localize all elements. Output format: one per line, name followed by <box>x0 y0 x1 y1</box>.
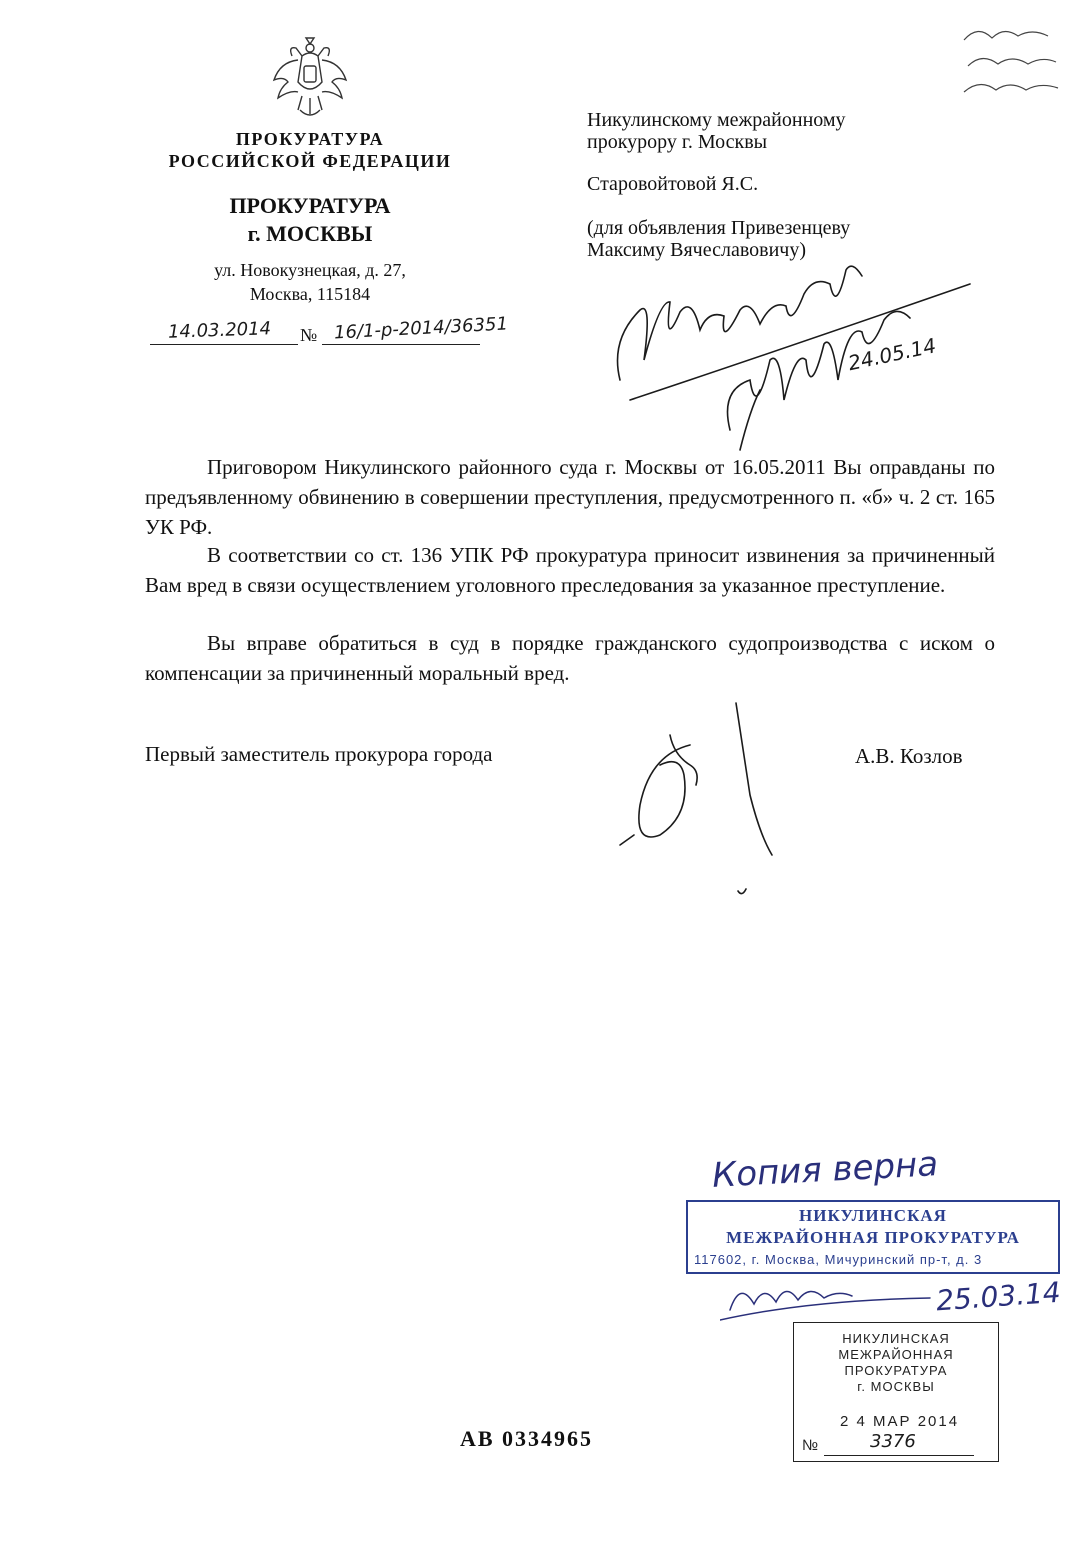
corner-handwriting <box>958 20 1068 100</box>
prosecutor-office-stamp <box>686 1200 1060 1274</box>
addressee-line-1: Никулинскому межрайонному <box>587 109 846 131</box>
addressee-line-5: Максиму Вячеславовичу) <box>587 239 806 261</box>
stamp2-number-label: № <box>802 1437 819 1454</box>
stamp1-line-1: НИКУЛИНСКАЯ <box>799 1206 947 1225</box>
registration-stamp <box>793 1322 999 1462</box>
stamp2-date: 2 4 МАР 2014 <box>840 1413 960 1430</box>
stamp2-number-underline <box>824 1455 974 1456</box>
copy-certified-note: Копия верна <box>711 1144 940 1196</box>
certification-date: 25.03.14 <box>935 1275 1062 1318</box>
addressee-line-3: Старовойтовой Я.С. <box>587 173 759 195</box>
reference-date-underline <box>150 344 298 345</box>
resolution-date: 24.05.14 <box>845 333 939 376</box>
sub-org-line-2: г. МОСКВЫ <box>247 221 373 246</box>
reference-number-label: № <box>300 325 318 345</box>
org-address <box>140 258 480 306</box>
stamp2-number: 3376 <box>870 1431 916 1452</box>
address-line-1: ул. Новокузнецкая, д. 27, <box>214 260 406 280</box>
reference-number-underline <box>322 344 480 345</box>
stamp1-line-3: 117602, г. Москва, Мичуринский пр-т, д. 3 <box>694 1252 983 1267</box>
body-paragraph-2: В соответствии со ст. 136 УПК РФ прокуратура приносит извинения за причиненный Вам вред в связи осуществлением уголовного преследования за указанное преступление. <box>145 543 995 597</box>
sub-org-line-1: ПРОКУРАТУРА <box>229 193 391 218</box>
stamp1-line-2: МЕЖРАЙОННАЯ ПРОКУРАТУРА <box>726 1228 1020 1247</box>
document-serial-number: АВ 0334965 <box>460 1426 594 1451</box>
addressee-line-2: прокурору г. Москвы <box>587 131 768 153</box>
stamp2-line-1: НИКУЛИНСКАЯ <box>842 1331 950 1346</box>
signatory-title: Первый заместитель прокурора города <box>145 742 493 766</box>
stamp2-line-4: г. МОСКВЫ <box>857 1379 935 1394</box>
org-line-1: ПРОКУРАТУРА <box>235 129 385 149</box>
resolution-signature <box>600 240 980 460</box>
stamp2-line-2: МЕЖРАЙОННАЯ <box>838 1347 954 1362</box>
stamp2-line-3: ПРОКУРАТУРА <box>844 1363 948 1378</box>
body-paragraph-3: Вы вправе обратиться в суд в порядке гражданского судопроизводства с иском о компенсации за причиненный моральный вред. <box>145 631 995 685</box>
org-name-block <box>140 128 480 172</box>
signatory-name: А.В. Козлов <box>855 744 963 768</box>
reference-number: 16/1-р-2014/36351 <box>333 313 509 344</box>
reference-date: 14.03.2014 <box>167 318 272 343</box>
certifying-signature <box>720 1270 940 1330</box>
official-signature <box>600 695 800 905</box>
double-headed-eagle-emblem-icon <box>270 36 350 124</box>
address-line-2: Москва, 115184 <box>249 284 371 304</box>
org-line-2: РОССИЙСКОЙ ФЕДЕРАЦИИ <box>168 151 452 171</box>
addressee-line-4: (для объявления Привезенцеву <box>587 217 851 239</box>
body-paragraph-1: Приговором Никулинского районного суда г. Москвы от 16.05.2011 Вы оправданы по предъявленному обвинению в совершении преступления, предусмотренного п. «б» ч. 2 ст. 165 УК РФ. <box>145 455 995 539</box>
sub-org-block <box>140 192 480 248</box>
